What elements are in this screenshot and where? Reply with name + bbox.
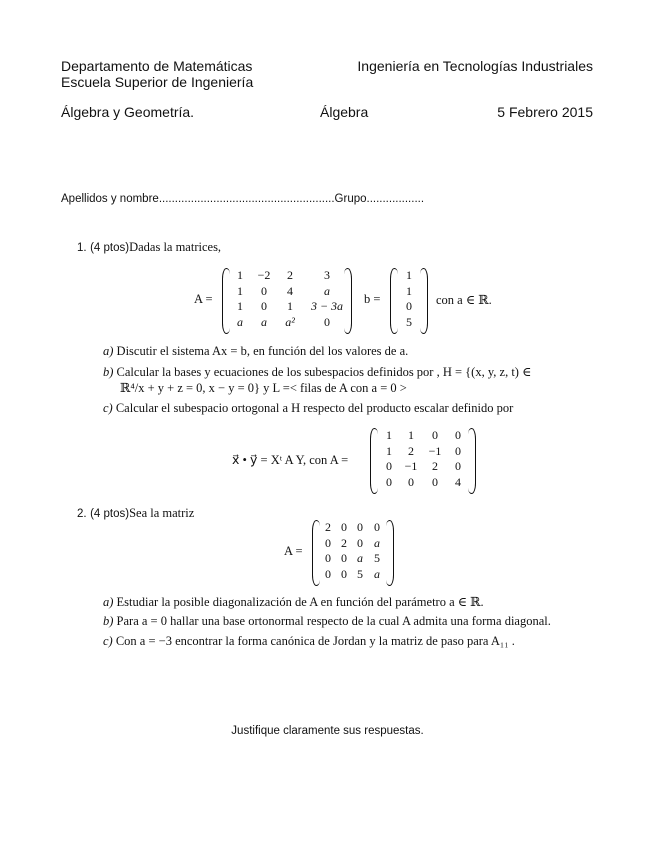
matrix-cell: 2 [287, 268, 293, 282]
matrix-cell: 0 [325, 551, 331, 565]
matrix-body [398, 268, 420, 330]
item-label: b) [103, 614, 114, 628]
matrix-cell: 5 [406, 314, 412, 329]
matrix-cell: 1 [287, 299, 293, 313]
matrix-row [320, 551, 386, 567]
matrix-cell: 0 [341, 551, 347, 565]
matrix-cell: 4 [455, 474, 461, 489]
matrix-cell: 0 [406, 299, 412, 313]
item-text: Para a = 0 hallar una base ortonormal respecto de la cual A admita una forma diagonal. [116, 614, 551, 628]
dot-product-definition: x⃗ • y⃗ = Xᵗ A Y, con A = [232, 453, 349, 467]
item-label: a) [103, 595, 114, 609]
item-text: Calcular la bases y ecuaciones de los subespacios definidos por , H = {(x, y, z, t) ∈ [116, 365, 532, 379]
exam-date: 5 Febrero 2015 [497, 104, 593, 120]
matrix-cell: 2 [432, 459, 438, 473]
matrix-cell: 0 [325, 535, 331, 550]
matrix-cell: 1 [386, 443, 392, 458]
matrix-cell: 0 [455, 428, 461, 442]
matrix-body [230, 268, 352, 330]
matrix-row [230, 284, 352, 300]
matA2-label: A = [284, 544, 303, 558]
matrix-cell: 0 [386, 474, 392, 489]
school-name: Escuela Superior de Ingeniería [61, 74, 254, 90]
matrix-cell: 0 [324, 314, 330, 329]
item-label: c) [103, 401, 113, 415]
matrix-cell: a [324, 283, 330, 298]
matrix-cell: 2 [341, 535, 347, 550]
matrix-row [320, 567, 386, 583]
matrix-cell: 1 [406, 268, 412, 282]
matrix-row [398, 299, 420, 315]
matrix-cell: 3 [324, 268, 330, 282]
footer-note: Justifique claramente sus respuestas. [231, 725, 424, 737]
problem2-item-b [103, 614, 551, 629]
matrix-scalar-product [370, 428, 476, 494]
matrix-cell: 0 [357, 520, 363, 534]
item-label: c) [103, 634, 113, 648]
matrix-cell: 0 [261, 299, 267, 313]
problem1-item-b-line2: ℝ⁴/x + y + z = 0, x − y = 0} y L =< filas de A con a = 0 > [120, 381, 407, 395]
matrix-cell: 0 [432, 428, 438, 442]
problem1-heading [77, 240, 221, 255]
problem1-item-a [103, 344, 408, 359]
problem1-item-b [103, 364, 531, 380]
matrix-cell: 0 [325, 566, 331, 581]
matrix-row [378, 444, 468, 460]
matrix-row [230, 299, 352, 315]
matrix-cell: 3 − 3a [310, 299, 344, 313]
matrix-row [320, 536, 386, 552]
matrix-cell: 2 [408, 443, 414, 458]
problem2-item-a [103, 594, 484, 610]
matrix-cell: a [237, 314, 243, 329]
matrix-cell: a² [285, 314, 295, 329]
problem2-number: 2. [77, 508, 87, 520]
matrix-A-problem2 [312, 520, 394, 586]
problem2-intro: Sea la matriz [129, 506, 195, 520]
subject-name: Álgebra [320, 104, 369, 120]
matrix-row [398, 315, 420, 331]
matA-label: A = [194, 292, 213, 306]
matrix-cell: 1 [386, 428, 392, 442]
matrix-row [398, 268, 420, 284]
matrix-cell: 1 [237, 268, 243, 282]
matrix-cell: 1 [406, 283, 412, 298]
matrix-cell: 0 [341, 520, 347, 534]
student-line [61, 193, 424, 205]
group-dots: .................. [366, 193, 425, 205]
problem1-number: 1. [77, 242, 87, 254]
problem2-item-c [103, 634, 515, 649]
department-name: Departamento de Matemáticas [61, 58, 253, 74]
name-dots: ....................................................... [158, 193, 335, 205]
matrix-cell: 5 [374, 551, 380, 565]
matrix-cell: 1 [237, 299, 243, 313]
matrix-body [320, 520, 386, 582]
matrix-cell: −1 [404, 459, 418, 473]
matrix-cell: 0 [386, 459, 392, 473]
matrix-cell: a [374, 535, 380, 550]
parameter-condition: con a ∈ ℝ. [436, 293, 492, 307]
matrix-row [398, 284, 420, 300]
name-label: Apellidos y nombre [61, 193, 159, 205]
item-label: b) [103, 365, 114, 379]
group-label: Grupo [334, 193, 367, 205]
matrix-cell: 5 [357, 566, 363, 581]
problem1-item-c [103, 401, 513, 416]
item-text: Calcular el subespacio ortogonal a H respecto del producto escalar definido por [115, 401, 514, 415]
matrix-cell: a [357, 551, 363, 565]
degree-name: Ingeniería en Tecnologías Industriales [357, 58, 593, 74]
matrix-row [378, 428, 468, 444]
matrix-cell: 1 [408, 428, 414, 442]
item-label: a) [103, 344, 114, 358]
matrix-body [378, 428, 468, 490]
matrix-cell: a [374, 566, 380, 581]
matrix-cell: 0 [455, 459, 461, 473]
matrix-b-problem1 [390, 268, 428, 334]
matb-label: b = [364, 292, 381, 306]
item-text: Discutir el sistema Ax = b, en función del los valores de a. [116, 344, 409, 358]
matrix-cell: a [261, 314, 267, 329]
matrix-row [230, 268, 352, 284]
matrix-cell: 0 [357, 535, 363, 550]
matrix-cell: 2 [325, 520, 331, 534]
course-name: Álgebra y Geometría. [61, 104, 195, 120]
matrix-row [378, 475, 468, 491]
matrix-cell: 1 [237, 283, 243, 298]
problem2-heading [77, 506, 194, 521]
matrix-row [320, 520, 386, 536]
problem1-points: (4 ptos) [90, 242, 130, 254]
matrix-cell: 0 [261, 283, 267, 298]
matrix-row [230, 315, 352, 331]
problem1-intro: Dadas la matrices, [129, 240, 222, 254]
matrix-cell: 0 [341, 566, 347, 581]
matrix-cell: 0 [455, 443, 461, 458]
matrix-cell: 4 [287, 283, 293, 298]
matrix-cell: 0 [408, 474, 414, 489]
problem2-points: (4 ptos) [90, 508, 130, 520]
item-text: Estudiar la posible diagonalización de A en función del parámetro a ∈ ℝ. [116, 595, 484, 609]
matrix-cell: 0 [374, 520, 380, 534]
matrix-cell: 0 [432, 474, 438, 489]
item-text: Con a = −3 encontrar la forma canónica de Jordan y la matriz de paso para A₁₁ . [115, 634, 515, 648]
matrix-row [378, 459, 468, 475]
matrix-cell: −2 [257, 268, 271, 282]
matrix-cell: −1 [428, 443, 442, 458]
matrix-A-problem1 [222, 268, 352, 334]
